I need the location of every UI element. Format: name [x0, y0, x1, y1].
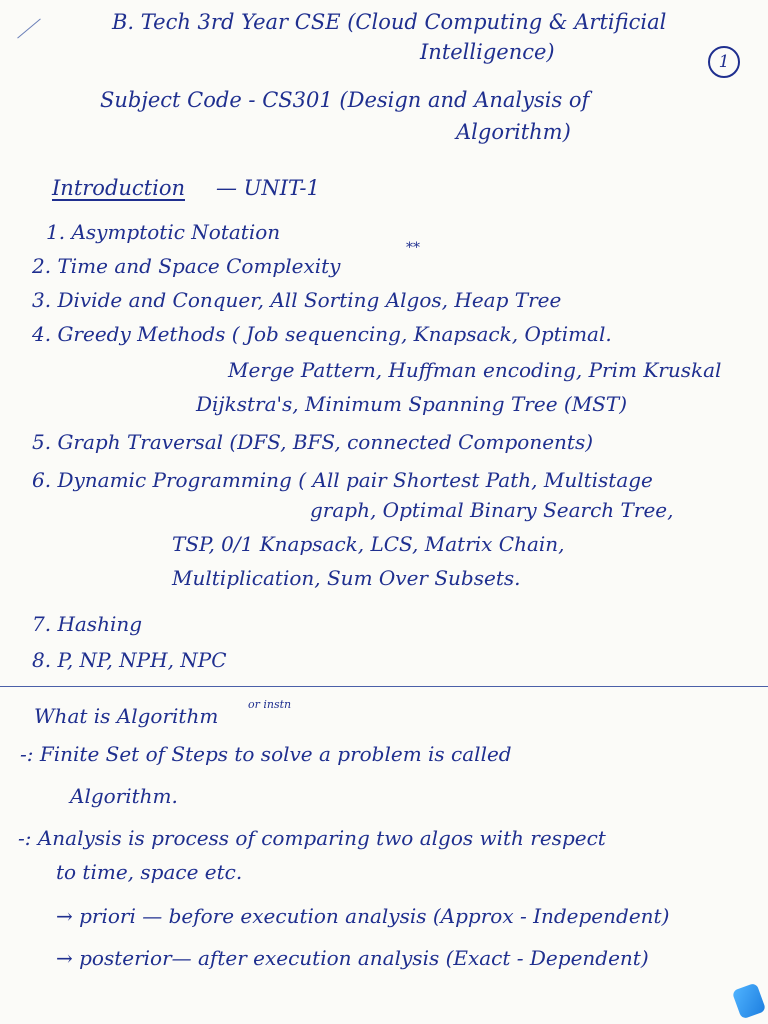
- page-number-circle: [708, 46, 740, 78]
- topic-3: 3. Divide and Conquer, All Sorting Algos, Heap Tree: [32, 288, 562, 312]
- subject-line-continued: Algorithm): [456, 120, 571, 144]
- topic-4-continued-2: Dijkstra's, Minimum Spanning Tree (MST): [196, 392, 628, 416]
- definition-line-2: Algorithm.: [70, 784, 178, 808]
- topic-5: 5. Graph Traversal (DFS, BFS, connected Components): [32, 430, 594, 454]
- definition-line-1: -: Finite Set of Steps to solve a problem is called: [20, 742, 512, 766]
- topic-6-continued-1: graph, Optimal Binary Search Tree,: [310, 498, 674, 522]
- analysis-line-1: -: Analysis is process of comparing two algos with respect: [18, 826, 606, 850]
- section-divider: [0, 686, 768, 687]
- course-line: B. Tech 3rd Year CSE (Cloud Computing & Artificial: [112, 10, 667, 34]
- margin-pencil-stroke: [17, 18, 41, 38]
- page-number: 1: [718, 52, 730, 72]
- a-priori-analysis: → priori — before execution analysis (Approx - Independent): [56, 904, 670, 928]
- importance-stars: **: [406, 240, 420, 256]
- topic-6-continued-2: TSP, 0/1 Knapsack, LCS, Matrix Chain,: [172, 532, 565, 556]
- unit-label: — UNIT-1: [216, 176, 320, 200]
- topic-4: 4. Greedy Methods ( Job sequencing, Knapsack, Optimal.: [32, 322, 612, 346]
- definition-heading-note: or instn: [248, 698, 292, 711]
- topic-7: 7. Hashing: [32, 612, 143, 636]
- definition-heading: What is Algorithm: [34, 704, 219, 728]
- topic-6: 6. Dynamic Programming ( All pair Shortest Path, Multistage: [32, 468, 653, 492]
- pen-tip-mark: [732, 982, 767, 1019]
- unit-title: Introduction: [52, 176, 185, 200]
- course-line-continued: Intelligence): [420, 40, 555, 64]
- topic-6-continued-3: Multiplication, Sum Over Subsets.: [172, 566, 521, 590]
- a-posteriori-analysis: → posterior— after execution analysis (Exact - Dependent): [56, 946, 649, 970]
- topic-2: 2. Time and Space Complexity: [32, 254, 341, 278]
- topic-4-continued-1: Merge Pattern, Huffman encoding, Prim Kruskal: [228, 358, 722, 382]
- analysis-line-2: to time, space etc.: [56, 860, 243, 884]
- subject-line: Subject Code - CS301 (Design and Analysis of: [100, 88, 590, 112]
- topic-1: 1. Asymptotic Notation: [46, 220, 281, 244]
- topic-8: 8. P, NP, NPH, NPC: [32, 648, 227, 672]
